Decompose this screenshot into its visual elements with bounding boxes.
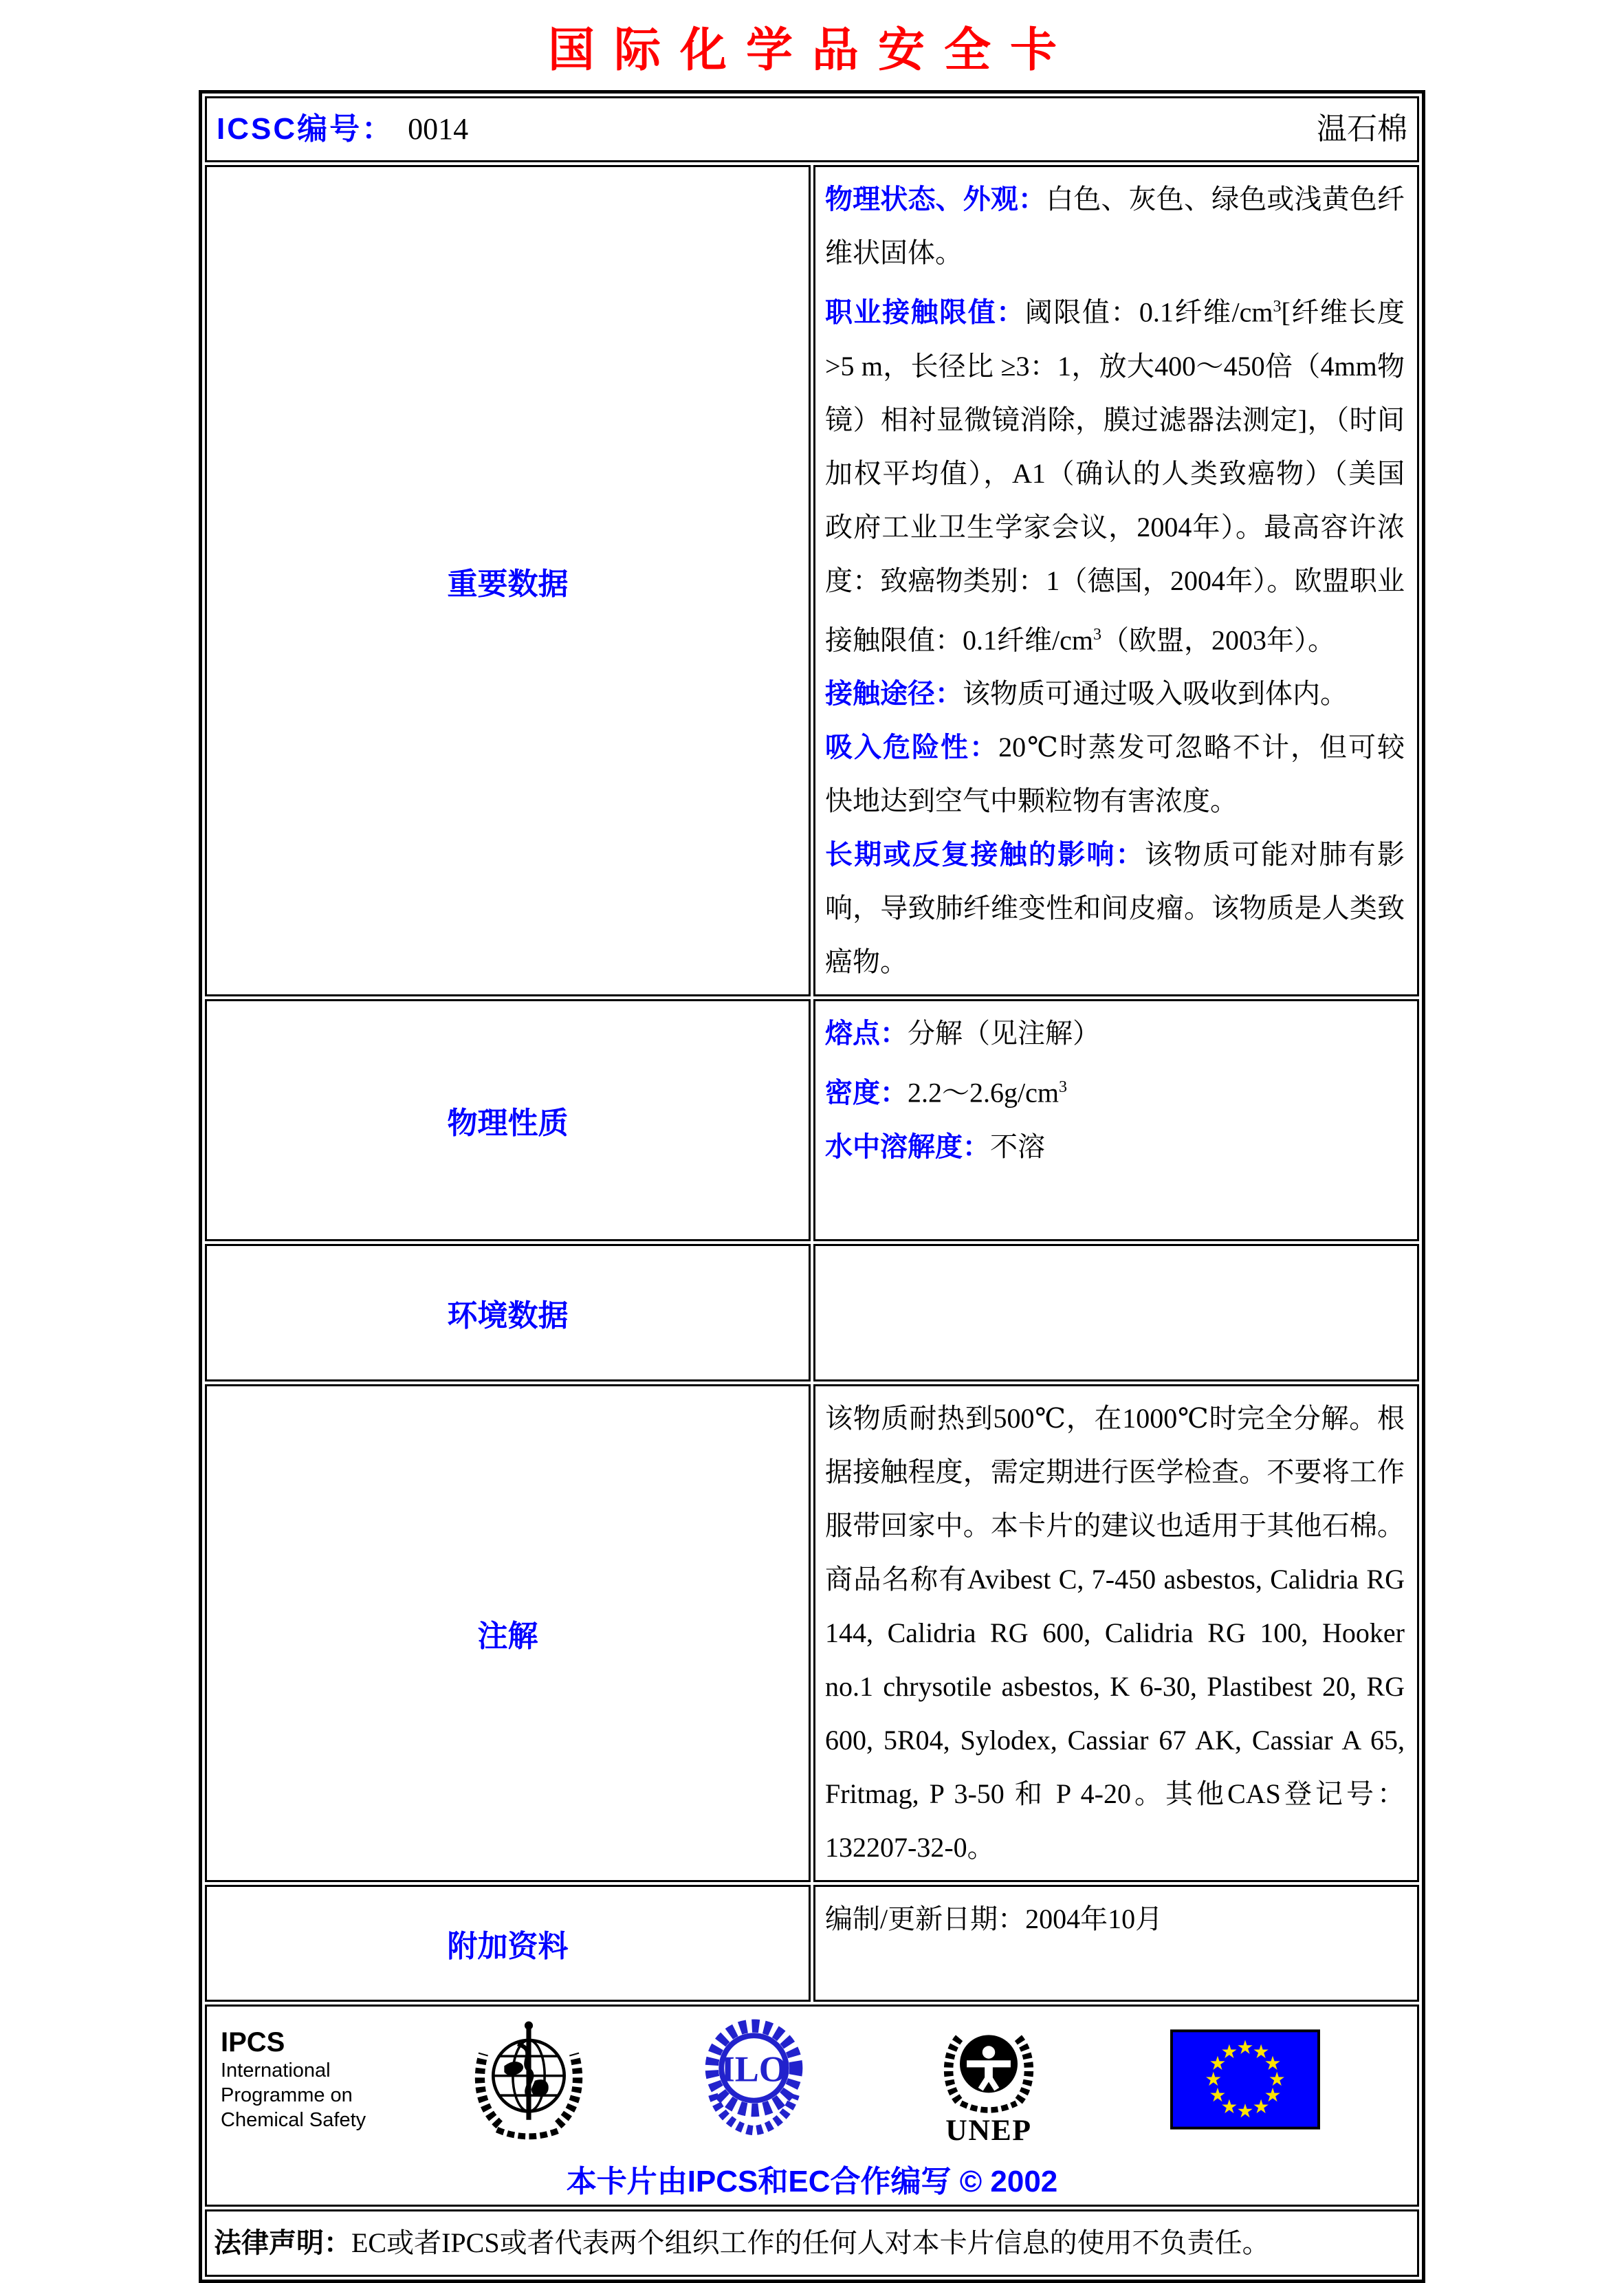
paragraph xyxy=(825,280,1405,667)
paragraph xyxy=(825,1060,1405,1119)
legal-notice-label: 法律声明： xyxy=(214,2228,351,2259)
text-segment: 该物质可能对肺有影响，导致肺纤维变性和间皮瘤。该物质是人类致癌物。 xyxy=(825,839,1405,978)
field-label: 物理状态、外观： xyxy=(825,184,1046,215)
field-label: 密度： xyxy=(825,1078,908,1108)
text-segment: 阈限值：0.1纤维/cm xyxy=(1024,296,1273,328)
section-label-notes: 注解 xyxy=(205,1384,811,1882)
text-segment: 白色、灰色、绿色或浅黄色纤维状固体。 xyxy=(825,184,1405,269)
paragraph xyxy=(825,1007,1405,1060)
icsc-card-page xyxy=(0,24,1624,2259)
legal-row xyxy=(205,2209,1419,2277)
text-segment: [纤维长度>5 m，长径比 ≥3：1，放大400～450倍（4mm物镜）相衬显微镜消除，膜过滤器法测定]，（时间加权平均值），A1（确认的人类致癌物）（美国政府工业卫生学家会议，2004年）。最高容许浓度：致癌物类别：1（德国，2004年）。欧盟职业接触限值：0.1纤维/cm xyxy=(825,296,1405,656)
text-segment: 不溶 xyxy=(990,1130,1045,1162)
text-segment: （欧盟，2003年）。 xyxy=(1101,624,1335,656)
legal-cell xyxy=(205,2209,1419,2277)
text-segment: 2.2～2.6g/cm xyxy=(908,1077,1059,1108)
text-segment: 20℃时蒸发可忽略不计，但可较快地达到空气中颗粒物有害浓度。 xyxy=(825,732,1405,817)
additional-info-row xyxy=(205,1885,1419,2002)
section-content-notes xyxy=(813,1384,1419,1882)
ilo-logo-text: ILO xyxy=(721,2049,787,2090)
text-segment: 该物质可通过吸入吸收到体内。 xyxy=(963,678,1348,710)
icsc-number-label: ICSC编号： xyxy=(217,112,395,146)
paragraph xyxy=(825,667,1405,721)
field-label: 长期或反复接触的影响： xyxy=(825,840,1145,871)
field-label: 熔点： xyxy=(825,1018,908,1049)
section-label-physical-properties: 物理性质 xyxy=(205,999,811,1241)
notes-row xyxy=(205,1384,1419,1882)
paragraph xyxy=(825,1892,1405,1946)
field-label: 职业接触限值： xyxy=(825,297,1025,328)
section-content-important-data xyxy=(813,165,1419,996)
ipcs-subtitle-line: Programme on xyxy=(221,2084,353,2107)
cooperation-caption: 本卡片由IPCS和EC合作编写 © 2002 xyxy=(566,2165,1058,2199)
text-segment: 3 xyxy=(1273,298,1282,316)
chemical-name: 温石棉 xyxy=(1317,112,1407,146)
section-content-environmental-data xyxy=(813,1244,1419,1381)
text-segment: 分解（见注解） xyxy=(908,1018,1100,1049)
section-content-physical-properties xyxy=(813,999,1419,1241)
important-data-row xyxy=(205,165,1419,996)
section-content-additional-info xyxy=(813,1885,1419,2002)
paragraph xyxy=(825,828,1405,989)
eu-flag-icon xyxy=(1170,2029,1320,2130)
text-segment: 该物质耐热到500℃，在1000℃时完全分解。根据接触程度，需定期进行医学检查。不要将工作服带回家中。本卡片的建议也适用于其他石棉。商品名称有Avibest C, 7-450 asbestos, Calidria RG 144, Calidria RG 600, Calidria RG 100, Hooker no.1 chrysotile asbestos, K 6-30, Plastibest 20, RG 600, 5R04, Sylodex, Cassiar 67 AK, Cassiar A 65, Fritmag, P 3-50 和 P 4-20。其他CAS登记号：132207-32-0。 xyxy=(825,1403,1405,1864)
field-label: 水中溶解度： xyxy=(825,1131,990,1162)
who-logo-icon xyxy=(467,2012,591,2147)
paragraph xyxy=(825,173,1405,280)
text-segment: 编制/更新日期：2004年10月 xyxy=(825,1903,1163,1935)
text-segment: 3 xyxy=(1093,625,1101,644)
environmental-data-row xyxy=(205,1244,1419,1381)
unep-logo-icon xyxy=(931,2011,1046,2148)
header-cell xyxy=(205,96,1419,162)
header-row xyxy=(205,96,1419,162)
paragraph xyxy=(825,1392,1405,1875)
page-title: 国际化学品安全卡 xyxy=(547,24,1076,76)
organization-logos xyxy=(217,2011,1407,2148)
ipcs-subtitle-line: Chemical Safety xyxy=(221,2109,366,2132)
section-label-environmental-data: 环境数据 xyxy=(205,1244,811,1381)
ipcs-text-block xyxy=(221,2027,371,2132)
legal-notice-text: EC或者IPCS或者代表两个组织工作的任何人对本卡片信息的使用不负责任。 xyxy=(351,2227,1270,2259)
text-segment: 3 xyxy=(1058,1078,1067,1097)
ipcs-title: IPCS xyxy=(221,2027,285,2058)
ipcs-subtitle-line: International xyxy=(221,2060,331,2082)
logos-cell xyxy=(205,2005,1419,2207)
icsc-number-value: 0014 xyxy=(408,112,469,146)
unep-logo-text: UNEP xyxy=(945,2114,1032,2148)
header-content xyxy=(217,107,1407,152)
section-label-additional-info: 附加资料 xyxy=(205,1885,811,2002)
ilo-logo-icon xyxy=(694,2015,814,2144)
paragraph xyxy=(825,1120,1405,1174)
field-label: 吸入危险性： xyxy=(825,732,999,763)
section-label-important-data: 重要数据 xyxy=(205,165,811,996)
icsc-card-table xyxy=(199,90,1425,2283)
field-label: 接触途径： xyxy=(825,679,963,710)
paragraph xyxy=(825,721,1405,828)
physical-properties-row xyxy=(205,999,1419,1241)
logos-row xyxy=(205,2005,1419,2207)
